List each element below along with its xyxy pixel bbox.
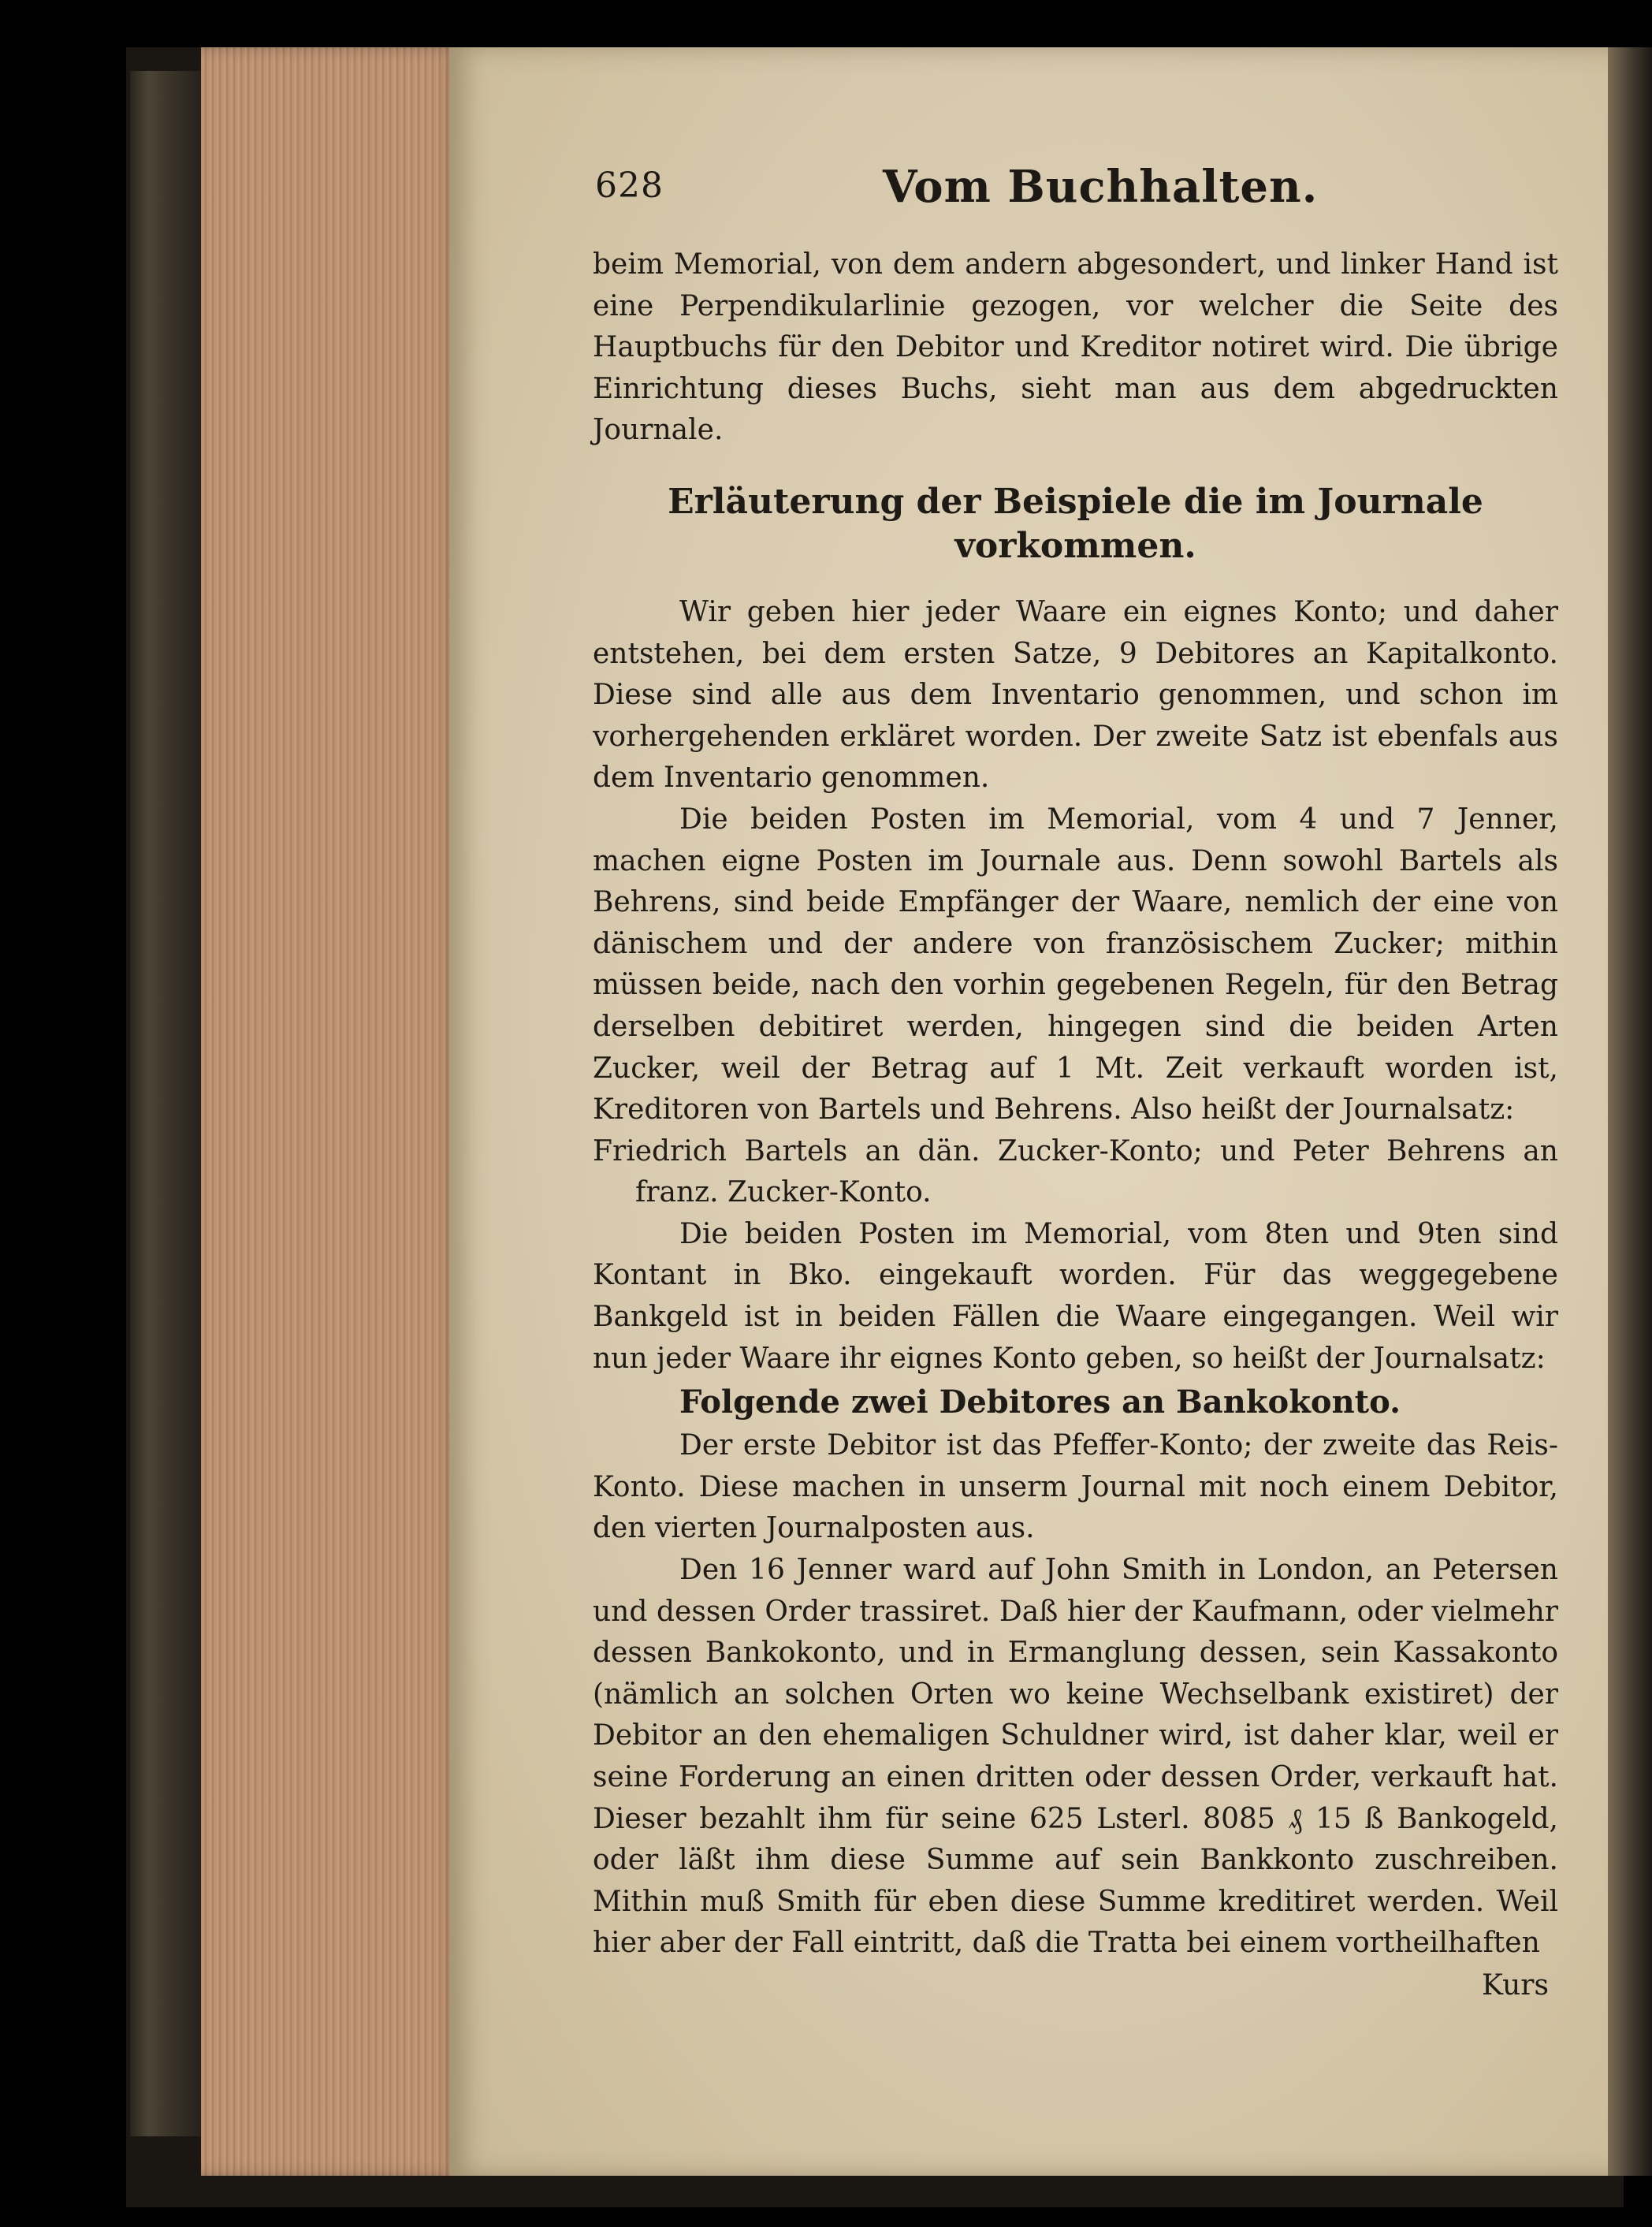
journal-entry-1: Friedrich Bartels an dän. Zucker-Konto; und Peter Behrens an franz. Zucker-Konto.: [593, 1134, 1558, 1209]
paragraph-6: Den 16 Jenner ward auf John Smith in London, an Petersen und dessen Order trassiret. Daß hier der Kaufmann, oder vielmehr dessen Bankokonto, und in Ermanglung dessen, sein Kassakonto (nämlich an solchen Orten wo keine Wechselbank existiret) der Debitor an den ehemaligen Schuldner wird, ist daher klar, weil er seine Forderung an einen dritten oder dessen Order, verkauft hat. Dieser bezahlt ihm für seine 625 Lsterl. 8085 ₰ 15 ß Bankogeld, oder läßt ihm diese Summe auf sein Bankkonto zuschreiben. Mithin muß Smith für eben diese Summe kreditiret werden. Weil hier aber der Fall eintritt, daß die Tratta bei einem vortheilhaften: [593, 1554, 1558, 1960]
paragraph-4: Die beiden Posten im Memorial, vom 8ten und 9ten sind Kontant in Bko. eingekauft worden. Für das weggegebene Bankgeld ist in beiden Fällen die Waare eingegangen. Weil wir nun jeder Waare ihr eignes Konto geben, so heißt der Journalsatz:: [593, 1217, 1558, 1375]
page-edges: [201, 47, 461, 2176]
journal-entry-2: Folgende zwei Debitores an Bankokonto.: [679, 1383, 1401, 1421]
section-heading: Erläuterung der Beispiele die im Journale vorkommen.: [668, 481, 1483, 566]
paragraph-1: beim Memorial, von dem andern abgesondert, und linker Hand ist eine Perpendikularlinie gezogen, vor welcher die Seite des Hauptbuchs für den Debitor und Kreditor notiret wird. Die übrige Einrichtung dieses Buchs, sieht man aus dem abgedruckten Journale.: [593, 248, 1558, 447]
paragraph-2: Wir geben hier jeder Waare ein eignes Konto; und daher entstehen, bei dem ersten Satze, 9 Debitores an Kapitalkonto. Diese sind alle aus dem Inventario genommen, und schon im vorhergehenden erkläret worden. Der zweite Satz ist ebenfals aus dem Inventario genommen.: [593, 595, 1558, 795]
gutter-fold: [1608, 47, 1652, 2176]
page-text: [593, 244, 1558, 1964]
catchword: Kurs: [1482, 1969, 1549, 2002]
running-head: Vom Buchhalten.: [883, 161, 1319, 213]
paragraph-3: Die beiden Posten im Memorial, vom 4 und 7 Jenner, machen eigne Posten im Journale aus. Denn sowohl Bartels als Behrens, sind beide Empfänger der Waare, nemlich der eine von dänischem und der andere von französischem Zucker; mithin müssen beide, nach den vorhin gegebenen Regeln, für den Betrag derselben debitiret werden, hingegen sind die beiden Arten Zucker, weil der Betrag auf 1 Mt. Zeit verkauft worden ist, Kreditoren von Bartels und Behrens. Also heißt der Journalsatz:: [593, 803, 1558, 1127]
paragraph-5: Der erste Debitor ist das Pfeffer-Konto; der zweite das Reis-Konto. Diese machen in unserm Journal mit noch einem Debitor, den vierten Journalposten aus.: [593, 1429, 1558, 1545]
page-header: [595, 161, 1557, 229]
book-spine: [130, 71, 205, 2136]
page-number: 628: [595, 166, 664, 206]
